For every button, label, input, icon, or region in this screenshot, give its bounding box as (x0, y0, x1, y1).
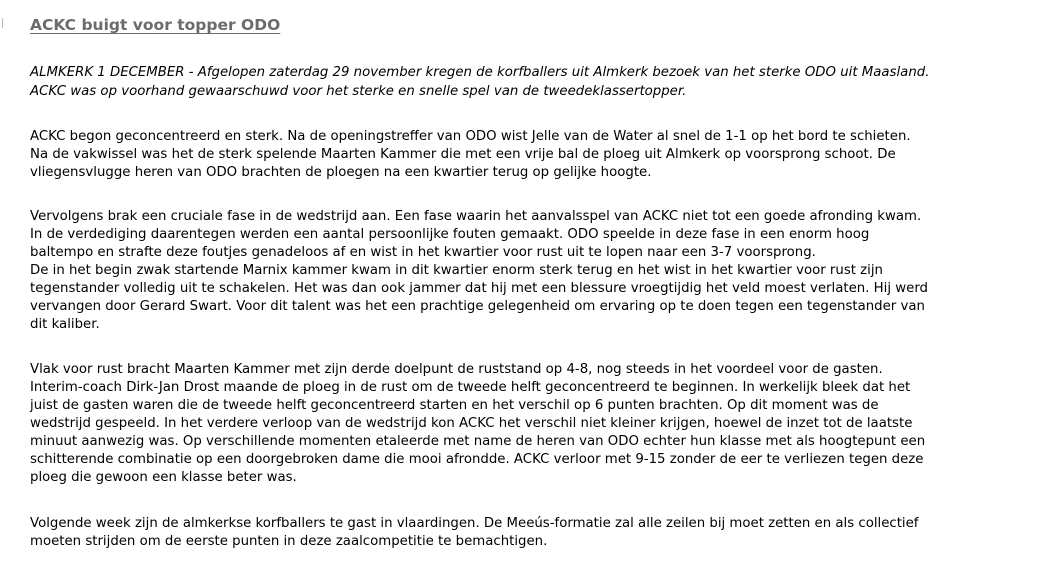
paragraph-next-week (30, 515, 1052, 551)
paragraph-line: Interim-coach Dirk-Jan Drost maande de ploeg in de rust om de tweede helft geconcentreerd te beginnen. In werkelijk bleek dat het (30, 380, 911, 395)
paragraph-line: ACKC begon geconcentreerd en sterk. Na de openingstreffer van ODO wist Jelle van de Water al snel de 1-1 op het bord te schieten. (30, 129, 911, 144)
paragraph-line: dit kaliber. (30, 317, 100, 332)
paragraph-line: minuut aanwezig was. Op verschillende momenten etaleerde met name de heren van ODO echter hun klasse met als hoogtepunt een (30, 434, 926, 449)
paragraph-crucial-phase (30, 208, 1052, 334)
article (30, 14, 1052, 551)
paragraph-line: moeten strijden om de eerste punten in deze zaalcompetitie te bemachtigen. (30, 534, 548, 549)
paragraph-line: wedstrijd gespeeld. In het verdere verloop van de wedstrijd kon ACKC het verschil niet kleiner krijgen, hoewel de inzet tot de laatste (30, 416, 913, 431)
paragraph-line: De in het begin zwak startende Marnix kammer kwam in dit kwartier enorm sterk terug en het wist in het kwartier voor rust zijn (30, 263, 883, 278)
text-cursor-mark (2, 18, 3, 28)
paragraph-second-half (30, 361, 1052, 487)
paragraph-line: juist de gasten waren die de tweede helft geconcentreerd starten en het verschil op 6 punten brachten. Op dit moment was de (30, 398, 879, 413)
paragraph-line: Vlak voor rust bracht Maarten Kammer met zijn derde doelpunt de ruststand op 4-8, nog steeds in het voordeel voor de gasten. (30, 362, 883, 377)
paragraph-line: schitterende combinatie op een doorgebroken dame die mooi afrondde. ACKC verloor met 9-15 zonder de eer te verliezen tegen deze (30, 452, 924, 467)
intro-line: ACKC was op voorhand gewaarschuwd voor het sterke en snelle spel van de tweedeklassertopper. (30, 84, 687, 99)
paragraph-line: Volgende week zijn de almkerkse korfballers te gast in vlaardingen. De Meeús-formatie zal alle zeilen bij moet zetten en als collectief (30, 516, 919, 531)
paragraph-line: baltempo en strafte deze foutjes genadeloos af en wist in het kwartier voor rust uit te lopen naar een 3-7 voorsprong. (30, 245, 816, 260)
intro-line: ALMKERK 1 DECEMBER - Afgelopen zaterdag 29 november kregen de korfballers uit Almkerk bezoek van het sterke ODO uit Maasland. (30, 65, 930, 80)
paragraph-line: Na de vakwissel was het de sterk spelende Maarten Kammer die met een vrije bal de ploeg uit Almkerk op voorsprong schoot. De (30, 147, 896, 162)
paragraph-opening-phase (30, 128, 1052, 182)
paragraph-line: ploeg die gewoon een klasse beter was. (30, 470, 297, 485)
paragraph-line: vliegensvlugge heren van ODO brachten de ploegen na een kwartier terug op gelijke hoogte. (30, 165, 652, 180)
paragraph-line: In de verdediging daarentegen werden een aantal persoonlijke fouten gemaakt. ODO speelde in deze fase in een enorm hoog (30, 227, 870, 242)
paragraph-line: Vervolgens brak een cruciale fase in de wedstrijd aan. Een fase waarin het aanvalsspel van ACKC niet tot een goede afronding kwam. (30, 209, 922, 224)
paragraph-line: tegenstander volledig uit te schakelen. Het was dan ook jammer dat hij met een blessure vroegtijdig het veld moest verlaten. Hij werd (30, 281, 928, 296)
article-intro (30, 63, 1052, 101)
article-title[interactable]: ACKC buigt voor topper ODO (30, 16, 281, 34)
paragraph-line: vervangen door Gerard Swart. Voor dit talent was het een prachtige gelegenheid om ervaring op te doen tegen een tegenstander van (30, 299, 925, 314)
